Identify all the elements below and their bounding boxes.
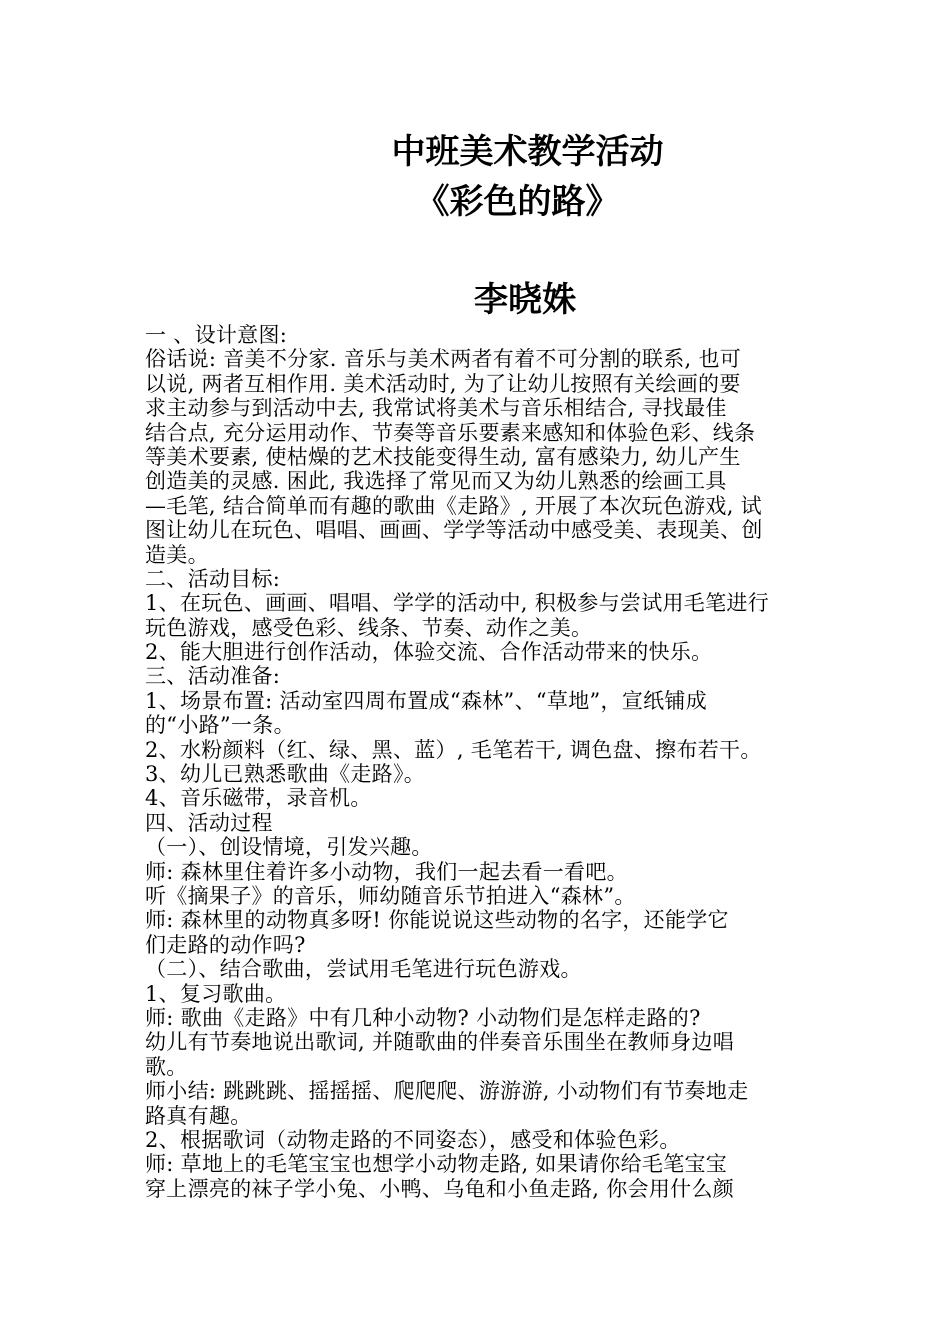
body-line: （二）、结合歌曲，尝试用毛笔进行玩色游戏。 bbox=[145, 957, 582, 982]
body-line: 2、能大胆进行创作活动，体验交流、合作活动带来的快乐。 bbox=[145, 640, 713, 665]
body-line: 2、水粉颜料（红、绿、黑、蓝）, 毛笔若干, 调色盘、擦布若干。 bbox=[145, 737, 762, 762]
body-line: 4、音乐磁带，录音机。 bbox=[145, 786, 372, 811]
body-line: —毛笔, 结合简单而有趣的歌曲《走路》, 开展了本次玩色游戏, 试 bbox=[145, 493, 762, 518]
body-line: 穿上漂亮的袜子学小兔、小鸭、乌龟和小鱼走路, 你会用什么颜 bbox=[145, 1176, 735, 1201]
body-line: 以说, 两者互相作用. 美术活动时, 为了让幼儿按照有关绘画的要 bbox=[145, 371, 741, 396]
body-line: 四、活动过程 bbox=[145, 810, 273, 835]
body-line: 们走路的动作吗? bbox=[145, 932, 306, 957]
document-body bbox=[145, 323, 815, 1201]
body-line: 一 、设计意图: bbox=[145, 323, 288, 347]
body-line: 师: 草地上的毛笔宝宝也想学小动物走路, 如果请你给毛笔宝宝 bbox=[145, 1152, 728, 1177]
body-line: 师: 森林里的动物真多呀! 你能说说这些动物的名字，还能学它 bbox=[145, 908, 729, 933]
body-line: 玩色游戏，感受色彩、线条、节奏、动作之美。 bbox=[145, 615, 593, 640]
body-line: 2、根据歌词（动物走路的不同姿态），感受和体验色彩。 bbox=[145, 1127, 681, 1152]
body-line: 3、幼儿已熟悉歌曲《走路》。 bbox=[145, 762, 426, 787]
body-line: 师小结: 跳跳跳、摇摇摇、爬爬爬、游游游, 小动物们有节奏地走 bbox=[145, 1079, 749, 1104]
document-subtitle: 《彩色的路》 bbox=[415, 182, 620, 222]
body-line: 造美。 bbox=[145, 542, 209, 567]
body-line: 的“小路”一条。 bbox=[145, 713, 295, 738]
body-line: 创造美的灵感. 困此, 我选择了常见而又为幼儿熟悉的绘画工具 bbox=[145, 469, 727, 494]
body-line: 二、活动目标: bbox=[145, 566, 281, 591]
document-title: 中班美术教学活动 bbox=[391, 132, 664, 172]
body-line: 1、在玩色、画画、唱唱、学学的活动中, 积极参与尝试用毛笔进行 bbox=[145, 591, 770, 616]
body-line: 等美术要素, 使枯燥的艺术技能变得生动, 富有感染力, 幼儿产生 bbox=[145, 444, 741, 469]
author-name: 李晓姝 bbox=[474, 280, 576, 320]
body-line: 1、复习歌曲。 bbox=[145, 981, 287, 1006]
body-line: 歌。 bbox=[145, 1054, 188, 1079]
body-line: 师: 歌曲《走路》中有几种小动物? 小动物们是怎样走路的? bbox=[145, 1005, 701, 1030]
body-line: 求主动参与到活动中去, 我常试将美术与音乐相结合, 寻找最佳 bbox=[145, 396, 727, 421]
body-line: 1、场景布置: 活动室四周布置成“森林”、“草地”，宣纸铺成 bbox=[145, 688, 708, 713]
body-line: 师: 森林里住着许多小动物，我们一起去看一看吧。 bbox=[145, 859, 628, 884]
body-line: 路真有趣。 bbox=[145, 1103, 252, 1128]
body-line: （一）、创设情境，引发兴趣。 bbox=[145, 835, 433, 860]
body-line: 结合点, 充分运用动作、节奏等音乐要素来感知和体验色彩、线条 bbox=[145, 420, 756, 445]
body-line: 听《摘果子》的音乐，师幼随音乐节拍进入“森林”。 bbox=[145, 883, 636, 908]
body-line: 幼儿有节奏地说出歌词, 并随歌曲的伴奏音乐围坐在教师身边唱 bbox=[145, 1030, 735, 1055]
body-line: 三、活动准备: bbox=[145, 664, 281, 689]
body-line: 俗话说: 音美不分家. 音乐与美术两者有着不可分割的联系, 也可 bbox=[145, 347, 742, 372]
body-line: 图让幼儿在玩色、唱唱、画画、学学等活动中感受美、表现美、创 bbox=[145, 518, 763, 543]
